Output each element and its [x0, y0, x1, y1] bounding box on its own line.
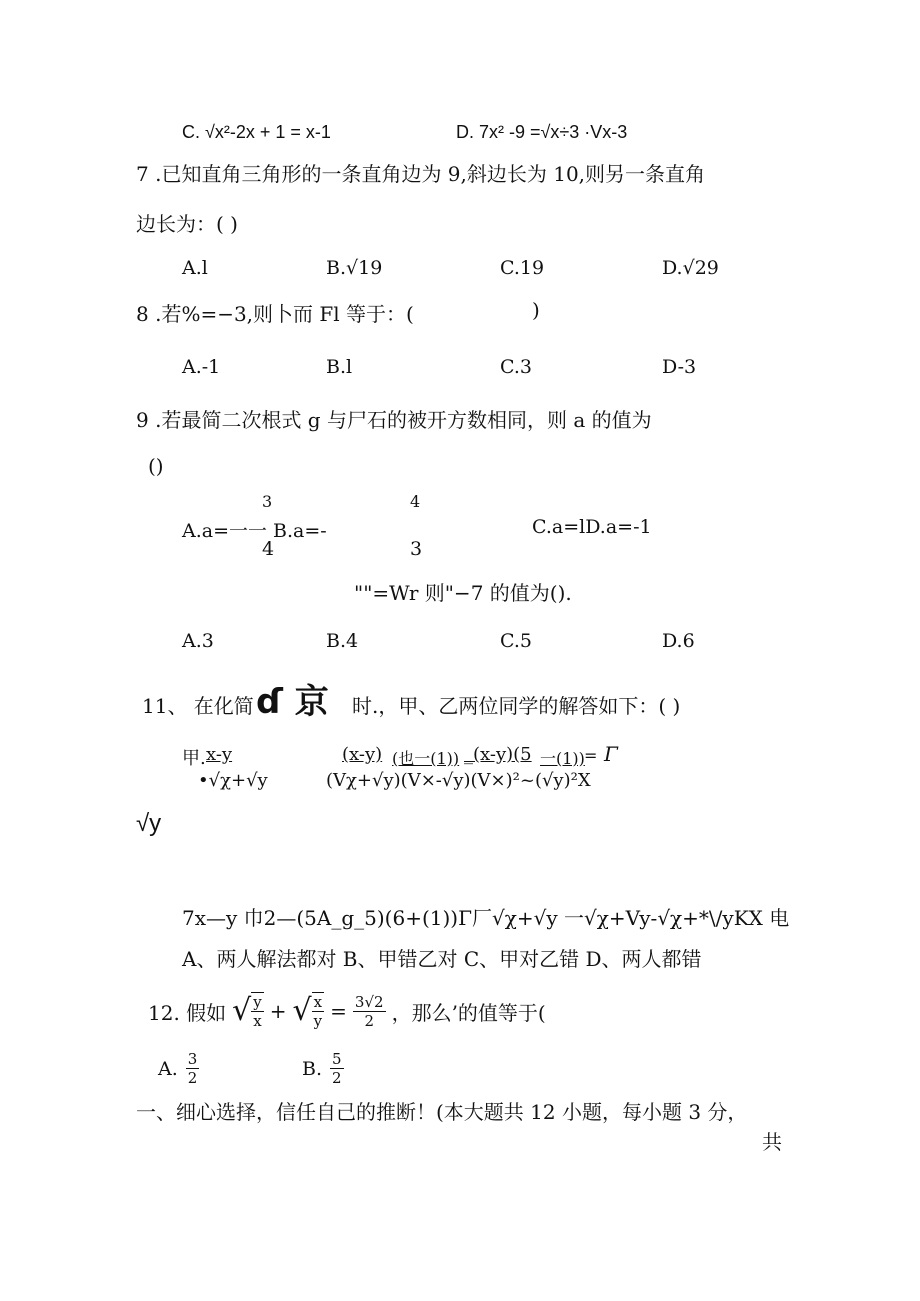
q7-option-b: B.√19	[326, 257, 383, 279]
q12-option-b-den: 2	[332, 1069, 342, 1087]
q12-frac2-num: x	[313, 993, 323, 1011]
q12-suffix: ，那么’的值等于(	[391, 1000, 546, 1025]
q9-options-cd: C.a=lD.a=-1	[532, 516, 652, 538]
q8-option-b: B.l	[326, 356, 353, 378]
q7-option-d: D.√29	[662, 257, 719, 279]
q10-option-a: A.3	[182, 630, 214, 652]
section-heading-line2: 共	[762, 1130, 782, 1154]
q6-option-c: C. √x²-2x + 1 = x-1	[182, 122, 331, 142]
q6-option-d: D. 7x² -9 =√x÷3 ·Vx-3	[456, 122, 628, 142]
q11-work-top-c: _(x-y)(5	[464, 744, 532, 765]
q9-subscript-3: 3	[410, 538, 423, 560]
q11-work-top-e: =	[584, 746, 598, 765]
q11-work-bottom: (Vχ+√y)(V×-√y)(V×)²~(√y)²X	[326, 770, 591, 791]
q12-sqrt-x-over-y	[293, 992, 325, 1030]
q12-equals: =	[330, 999, 347, 1023]
q12-plus: +	[269, 999, 287, 1023]
q12-option-b-num: 5	[332, 1050, 342, 1068]
q10-option-d: D.6	[662, 630, 695, 652]
q12-option-b-label: B.	[302, 1057, 323, 1080]
q10-stem: ""=Wr 则"−7 的值为().	[354, 581, 572, 605]
q12-rhs-sqrt2: √2	[364, 992, 384, 1011]
q11-jia-denominator: •√χ+√y	[198, 770, 268, 791]
q10-option-b: B.4	[326, 630, 359, 652]
q11-work-top-d: 一(1))	[540, 749, 585, 768]
q8-option-d: D-3	[662, 356, 697, 378]
q11-root-y: √y	[136, 810, 162, 837]
q8-stem: 8 .若%=−3,则卜而 Fl 等于：(	[136, 302, 414, 326]
q12-frac1-den: x	[253, 1012, 262, 1030]
q12-frac1-num: y	[253, 993, 262, 1011]
q12-option-a-den: 2	[187, 1069, 198, 1087]
q11-choices: A、两人解法都对 B、甲错乙对 C、甲对乙错 D、两人都错	[182, 947, 702, 971]
q9-stem-line1: 9 .若最简二次根式 g 与尸石的被开方数相同，则 a 的值为	[136, 408, 652, 432]
q12-rhs-den: 2	[364, 1011, 375, 1030]
q12-frac2-den: y	[313, 1012, 323, 1030]
q8-paren-close: )	[532, 298, 540, 322]
q12-stem	[148, 992, 546, 1030]
q12-option-a-num: 3	[187, 1050, 198, 1068]
q7-stem-line1: 7 .已知直角三角形的一条直角边为 9,斜边长为 10,则另一条直角	[136, 162, 706, 186]
q9-options-ab: A.a=一一 B.a=-	[182, 520, 327, 542]
q12-option-a	[158, 1050, 199, 1087]
q7-option-c: C.19	[500, 257, 545, 279]
q12-option-b	[302, 1050, 344, 1087]
q9-subscript-4: 4	[262, 538, 275, 560]
radical-icon: √	[292, 993, 312, 1028]
q11-stem-suffix: 时.，甲、乙两位同学的解答如下：( )	[352, 694, 681, 718]
q7-option-a: A.l	[182, 257, 208, 279]
section-heading-line1: 一、细心选择，信任自己的推断！(本大题共 12 小题，每小题 3 分，	[136, 1100, 748, 1124]
q9-superscript-4: 4	[410, 492, 421, 511]
q9-stem-line2: ()	[148, 454, 164, 478]
q11-jia-label: 甲.	[182, 748, 206, 769]
q12-option-a-label: A.	[158, 1057, 178, 1080]
q12-rhs	[353, 993, 386, 1030]
q8-option-c: C.3	[500, 356, 532, 378]
q11-jia-numerator: x-y	[206, 744, 233, 765]
q12-sqrt-y-over-x	[232, 992, 264, 1030]
q10-option-c: C.5	[500, 630, 532, 652]
q8-option-a: A.-1	[182, 356, 221, 378]
q11-work-top-f: Γ	[604, 742, 618, 766]
q12-prefix: 12. 假如	[148, 1000, 227, 1025]
radical-icon: √	[232, 993, 252, 1028]
q11-work-top-b: (也一(1))	[392, 749, 460, 768]
q11-garbled-glyph: ɗ 京	[256, 682, 329, 722]
q11-work-top-a: (x-y)	[342, 744, 383, 765]
q12-rhs-3: 3	[354, 992, 365, 1011]
q9-superscript-3: 3	[262, 492, 273, 511]
q11-stem-prefix: 11、 在化简	[142, 694, 254, 718]
q7-stem-line2: 边长为：( )	[136, 212, 238, 236]
q11-yi-line: 7x—y 巾2—(5A_g_5)(6+(1))Γ厂√χ+√y 一√χ+Vy-√χ+*\/yKX 电	[182, 906, 790, 930]
